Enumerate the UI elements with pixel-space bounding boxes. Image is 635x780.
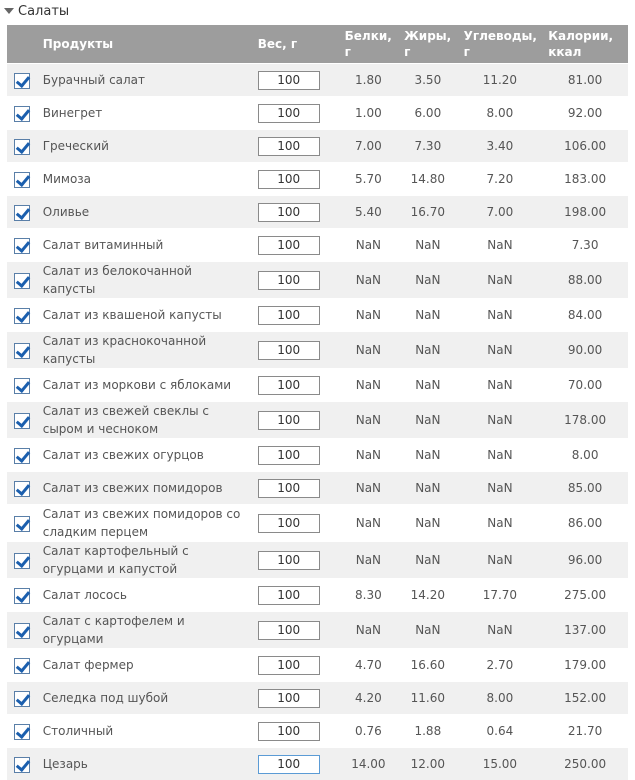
fat-value: 16.60 (398, 649, 457, 682)
protein-value: 8.30 (339, 579, 398, 612)
fat-value: 14.80 (398, 163, 457, 196)
product-checkbox[interactable] (14, 588, 30, 604)
carbs-value: NaN (458, 299, 543, 332)
product-name: Греческий (37, 130, 252, 163)
weight-input[interactable] (258, 236, 320, 255)
weight-input[interactable] (258, 411, 320, 430)
weight-input[interactable] (258, 376, 320, 395)
product-checkbox[interactable] (14, 724, 30, 740)
table-row (7, 542, 628, 579)
product-checkbox[interactable] (14, 658, 30, 674)
protein-value: NaN (339, 299, 398, 332)
table-row (7, 97, 628, 130)
weight-input[interactable] (258, 137, 320, 156)
weight-input[interactable] (258, 656, 320, 675)
checkbox-cell (7, 472, 37, 505)
calories-value: 198.00 (542, 196, 628, 229)
fat-value: NaN (398, 439, 457, 472)
checkbox-cell (7, 163, 37, 196)
product-name: Оливье (37, 196, 252, 229)
carbs-value: 8.00 (458, 97, 543, 130)
protein-value: 4.70 (339, 649, 398, 682)
product-name: Салат витаминный (37, 229, 252, 262)
table-row (7, 649, 628, 682)
fat-value: 11.60 (398, 682, 457, 715)
fat-value: 1.88 (398, 715, 457, 748)
checkbox-cell (7, 229, 37, 262)
checkbox-cell (7, 130, 37, 163)
weight-cell (252, 439, 339, 472)
protein-value: 4.20 (339, 682, 398, 715)
weight-input[interactable] (258, 71, 320, 90)
weight-cell (252, 299, 339, 332)
weight-cell (252, 505, 339, 542)
product-checkbox[interactable] (14, 308, 30, 324)
carbs-value: NaN (458, 332, 543, 369)
weight-input[interactable] (258, 306, 320, 325)
protein-value: NaN (339, 332, 398, 369)
product-name: Салат из белокочанной капусты (37, 262, 252, 299)
product-name: Салат картофельный с огурцами и капустой (37, 542, 252, 579)
weight-cell (252, 472, 339, 505)
weight-input[interactable] (258, 446, 320, 465)
weight-cell (252, 163, 339, 196)
product-checkbox[interactable] (14, 516, 30, 532)
protein-value: NaN (339, 369, 398, 402)
carbs-value: 7.00 (458, 196, 543, 229)
calories-value: 275.00 (542, 579, 628, 612)
checkbox-cell (7, 682, 37, 715)
table-row (7, 196, 628, 229)
product-name: Салат лосось (37, 579, 252, 612)
fat-value: NaN (398, 229, 457, 262)
weight-input[interactable] (258, 551, 320, 570)
carbs-value: 0.64 (458, 715, 543, 748)
product-checkbox[interactable] (14, 378, 30, 394)
protein-value: 5.70 (339, 163, 398, 196)
fat-value: NaN (398, 472, 457, 505)
table-row (7, 332, 628, 369)
weight-cell (252, 715, 339, 748)
weight-input[interactable] (258, 341, 320, 360)
calories-value: 84.00 (542, 299, 628, 332)
calories-value: 8.00 (542, 439, 628, 472)
protein-value: NaN (339, 612, 398, 649)
weight-cell (252, 97, 339, 130)
product-checkbox[interactable] (14, 343, 30, 359)
carbs-value: NaN (458, 262, 543, 299)
product-checkbox[interactable] (14, 73, 30, 89)
calories-value: 178.00 (542, 402, 628, 439)
protein-value: 0.76 (339, 715, 398, 748)
product-name: Салат с картофелем и огурцами (37, 612, 252, 649)
weight-cell (252, 64, 339, 97)
carbs-value: 8.00 (458, 682, 543, 715)
carbs-value: NaN (458, 505, 543, 542)
fat-value: NaN (398, 505, 457, 542)
weight-cell (252, 612, 339, 649)
calories-value: 250.00 (542, 748, 628, 780)
product-checkbox[interactable] (14, 205, 30, 221)
weight-cell (252, 262, 339, 299)
weight-input[interactable] (258, 689, 320, 708)
fat-value: NaN (398, 369, 457, 402)
protein-value: NaN (339, 472, 398, 505)
carbs-value: 11.20 (458, 64, 543, 97)
product-checkbox[interactable] (14, 757, 30, 773)
checkbox-cell (7, 299, 37, 332)
calories-value: 183.00 (542, 163, 628, 196)
checkbox-cell (7, 715, 37, 748)
section-title: Салаты (18, 4, 69, 19)
table-row (7, 472, 628, 505)
weight-input[interactable] (258, 170, 320, 189)
product-name: Мимоза (37, 163, 252, 196)
header-product: Продукты (37, 25, 252, 64)
weight-input[interactable] (258, 104, 320, 123)
table-header-row (7, 25, 628, 64)
protein-value: 14.00 (339, 748, 398, 780)
calories-value: 21.70 (542, 715, 628, 748)
checkbox-cell (7, 439, 37, 472)
carbs-value: NaN (458, 439, 543, 472)
fat-value: 6.00 (398, 97, 457, 130)
header-weight: Вес, г (252, 25, 339, 64)
carbs-value: 17.70 (458, 579, 543, 612)
protein-value: NaN (339, 439, 398, 472)
carbs-value: NaN (458, 402, 543, 439)
protein-value: NaN (339, 542, 398, 579)
table-row (7, 505, 628, 542)
weight-input[interactable] (258, 755, 320, 774)
product-checkbox[interactable] (14, 172, 30, 188)
protein-value: 7.00 (339, 130, 398, 163)
calories-value: 179.00 (542, 649, 628, 682)
fat-value: 12.00 (398, 748, 457, 780)
fat-value: NaN (398, 299, 457, 332)
product-name: Винегрет (37, 97, 252, 130)
checkbox-cell (7, 612, 37, 649)
weight-cell (252, 130, 339, 163)
product-name: Цезарь (37, 748, 252, 780)
weight-input[interactable] (258, 621, 320, 640)
protein-value: NaN (339, 402, 398, 439)
weight-cell (252, 196, 339, 229)
table-row (7, 130, 628, 163)
calories-value: 85.00 (542, 472, 628, 505)
table-row (7, 748, 628, 780)
carbs-value: 15.00 (458, 748, 543, 780)
weight-cell (252, 542, 339, 579)
fat-value: NaN (398, 542, 457, 579)
protein-value: NaN (339, 229, 398, 262)
table-row (7, 163, 628, 196)
weight-cell (252, 649, 339, 682)
table-row (7, 612, 628, 649)
header-protein: Белки, г (339, 25, 398, 64)
carbs-value: 3.40 (458, 130, 543, 163)
weight-cell (252, 579, 339, 612)
checkbox-cell (7, 649, 37, 682)
calories-value: 137.00 (542, 612, 628, 649)
fat-value: 14.20 (398, 579, 457, 612)
fat-value: NaN (398, 402, 457, 439)
weight-input[interactable] (258, 722, 320, 741)
calories-value: 90.00 (542, 332, 628, 369)
calories-value: 106.00 (542, 130, 628, 163)
table-row (7, 715, 628, 748)
checkbox-cell (7, 748, 37, 780)
fat-value: NaN (398, 332, 457, 369)
product-name: Бурачный салат (37, 64, 252, 97)
product-checkbox[interactable] (14, 481, 30, 497)
header-checkbox-cell (7, 25, 37, 64)
checkbox-cell (7, 64, 37, 97)
weight-cell (252, 682, 339, 715)
protein-value: NaN (339, 505, 398, 542)
calories-value: 92.00 (542, 97, 628, 130)
calories-value: 70.00 (542, 369, 628, 402)
weight-cell (252, 229, 339, 262)
calories-value: 152.00 (542, 682, 628, 715)
fat-value: NaN (398, 612, 457, 649)
carbs-value: NaN (458, 542, 543, 579)
table-row (7, 682, 628, 715)
section-header[interactable] (0, 0, 635, 22)
fat-value: 16.70 (398, 196, 457, 229)
table-row (7, 64, 628, 97)
product-name: Салат из свежих огурцов (37, 439, 252, 472)
fat-value: 3.50 (398, 64, 457, 97)
product-name: Салат из свежей свеклы с сыром и чесноком (37, 402, 252, 439)
products-table (7, 25, 628, 780)
product-checkbox[interactable] (14, 139, 30, 155)
checkbox-cell (7, 542, 37, 579)
product-checkbox[interactable] (14, 448, 30, 464)
weight-input[interactable] (258, 586, 320, 605)
product-name: Салат фермер (37, 649, 252, 682)
product-checkbox[interactable] (14, 691, 30, 707)
carbs-value: NaN (458, 229, 543, 262)
weight-input[interactable] (258, 203, 320, 222)
product-checkbox[interactable] (14, 623, 30, 639)
table-row (7, 262, 628, 299)
calories-value: 96.00 (542, 542, 628, 579)
checkbox-cell (7, 262, 37, 299)
table-row (7, 439, 628, 472)
product-name: Салат из свежих помидоров со сладким перцем (37, 505, 252, 542)
carbs-value: 7.20 (458, 163, 543, 196)
checkbox-cell (7, 402, 37, 439)
product-checkbox[interactable] (14, 273, 30, 289)
carbs-value: NaN (458, 472, 543, 505)
protein-value: 1.80 (339, 64, 398, 97)
checkbox-cell (7, 369, 37, 402)
checkbox-cell (7, 196, 37, 229)
carbs-value: NaN (458, 612, 543, 649)
table-row (7, 369, 628, 402)
header-calories: Калории, ккал (542, 25, 628, 64)
weight-cell (252, 369, 339, 402)
product-checkbox[interactable] (14, 106, 30, 122)
protein-value: 1.00 (339, 97, 398, 130)
checkbox-cell (7, 332, 37, 369)
product-name: Салат из моркови с яблоками (37, 369, 252, 402)
weight-cell (252, 748, 339, 780)
weight-input[interactable] (258, 271, 320, 290)
product-name: Столичный (37, 715, 252, 748)
calories-value: 88.00 (542, 262, 628, 299)
product-checkbox[interactable] (14, 413, 30, 429)
product-checkbox[interactable] (14, 553, 30, 569)
header-carbs: Углеводы, г (458, 25, 543, 64)
product-name: Салат из краснокочанной капусты (37, 332, 252, 369)
fat-value: 7.30 (398, 130, 457, 163)
weight-input[interactable] (258, 479, 320, 498)
product-name: Салат из свежих помидоров (37, 472, 252, 505)
protein-value: 5.40 (339, 196, 398, 229)
product-checkbox[interactable] (14, 238, 30, 254)
carbs-value: 2.70 (458, 649, 543, 682)
product-name: Селедка под шубой (37, 682, 252, 715)
header-fat: Жиры, г (398, 25, 457, 64)
table-row (7, 229, 628, 262)
table-row (7, 299, 628, 332)
checkbox-cell (7, 97, 37, 130)
weight-cell (252, 332, 339, 369)
weight-input[interactable] (258, 514, 320, 533)
calories-value: 86.00 (542, 505, 628, 542)
fat-value: NaN (398, 262, 457, 299)
carbs-value: NaN (458, 369, 543, 402)
collapse-triangle-icon[interactable] (4, 8, 14, 14)
table-row (7, 579, 628, 612)
protein-value: NaN (339, 262, 398, 299)
checkbox-cell (7, 505, 37, 542)
checkbox-cell (7, 579, 37, 612)
product-name: Салат из квашеной капусты (37, 299, 252, 332)
calories-value: 81.00 (542, 64, 628, 97)
weight-cell (252, 402, 339, 439)
calories-value: 7.30 (542, 229, 628, 262)
table-row (7, 402, 628, 439)
